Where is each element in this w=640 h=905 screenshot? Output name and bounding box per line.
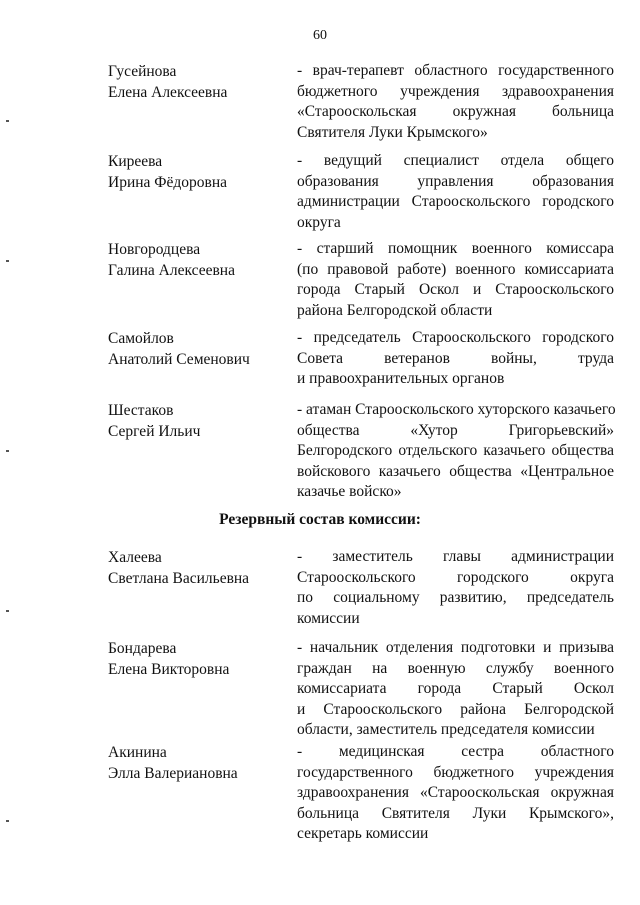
member-name: [108, 61, 288, 103]
role-line: бюджетного учреждения здравоохранения: [297, 82, 614, 100]
member-name: [108, 151, 288, 193]
role-line: здравоохранения «Старооскольская окружная: [297, 784, 614, 802]
scan-mark: [6, 610, 9, 612]
role-line: и правоохранительных органов: [297, 370, 505, 388]
member-role: [297, 742, 614, 845]
role-line: - медицинская сестра областного: [297, 743, 614, 760]
member-given-name: Анатолий Семенович: [108, 351, 250, 368]
role-line: - ведущий специалист отдела общего: [297, 152, 614, 169]
member-role: [297, 328, 614, 390]
role-line: - врач-терапевт областного государственного: [297, 62, 614, 79]
member-name: [108, 638, 288, 680]
role-line: комиссариата города Старый Оскол: [297, 680, 614, 698]
role-line: государственного бюджетного учреждения: [297, 763, 614, 781]
role-line: казачье войско»: [297, 483, 402, 501]
role-line: больница Святителя Луки Крымского»,: [297, 804, 614, 822]
member-given-name: Елена Алексеевна: [108, 84, 228, 101]
role-line: администрации Старооскольского городского: [297, 193, 614, 211]
member-name: [108, 239, 288, 281]
role-line: округа: [297, 213, 341, 231]
member-role: [297, 400, 614, 503]
member-role: [297, 547, 614, 629]
member-role: [297, 239, 614, 321]
role-line: Белгородского отдельского казачьего общества: [297, 442, 614, 460]
role-line: образования управления образования: [297, 172, 614, 190]
member-surname: Самойлов: [108, 330, 174, 347]
role-line: комиссии: [297, 609, 360, 627]
member-role: [297, 61, 614, 143]
member-name: [108, 328, 288, 370]
role-line: района Белгородской области: [297, 301, 493, 319]
scan-mark: [6, 120, 9, 122]
role-line: - заместитель главы администрации: [297, 548, 614, 565]
page-number: 60: [313, 28, 327, 43]
member-given-name: Сергей Ильич: [108, 423, 201, 440]
member-surname: Акинина: [108, 744, 167, 761]
member-name: [108, 742, 288, 784]
role-line: города Старый Оскол и Старооскольского: [297, 281, 614, 299]
member-role: [297, 638, 614, 741]
member-surname: Халеева: [108, 549, 162, 566]
role-line: области, заместитель председателя комиссии: [297, 721, 595, 739]
role-line: «Старооскольская окружная больница: [297, 103, 614, 121]
role-line: Святителя Луки Крымского»: [297, 123, 488, 141]
role-line: - начальник отделения подготовки и призыва: [297, 639, 614, 656]
scan-mark: [6, 450, 9, 452]
member-given-name: Ирина Фёдоровна: [108, 174, 228, 191]
role-line: граждан на военную службу военного: [297, 659, 614, 677]
member-surname: Гусейнова: [108, 63, 177, 80]
member-surname: Киреева: [108, 153, 163, 170]
reserve-section-title: Резервный состав комиссии:: [219, 511, 421, 528]
member-given-name: Елена Викторовна: [108, 661, 230, 678]
role-line: - старший помощник военного комиссара: [297, 240, 614, 257]
role-line: Старооскольского городского округа: [297, 568, 614, 586]
scan-mark: [6, 820, 9, 822]
member-surname: Бондарева: [108, 640, 177, 657]
member-role: [297, 151, 614, 233]
role-line: войскового казачьего общества «Центральное: [297, 462, 614, 480]
member-given-name: Галина Алексеевна: [108, 262, 235, 279]
member-name: [108, 400, 288, 442]
member-given-name: Элла Валериановна: [108, 765, 238, 782]
role-line: - атаман Старооскольского хуторского казачьего: [297, 401, 616, 418]
role-line: секретарь комиссии: [297, 825, 429, 843]
member-given-name: Светлана Васильевна: [108, 570, 250, 587]
member-name: [108, 547, 288, 589]
scan-mark: [6, 260, 9, 262]
role-line: общества «Хутор Григорьевский»: [297, 421, 614, 439]
role-line: и Старооскольского района Белгородской: [297, 700, 614, 718]
member-surname: Новгородцева: [108, 241, 201, 258]
role-line: - председатель Старооскольского городского: [297, 329, 614, 346]
role-line: по социальному развитию, председатель: [297, 589, 614, 607]
role-line: (по правовой работе) военного комиссариата: [297, 260, 614, 278]
member-surname: Шестаков: [108, 402, 174, 419]
role-line: Совета ветеранов войны, труда: [297, 349, 614, 367]
